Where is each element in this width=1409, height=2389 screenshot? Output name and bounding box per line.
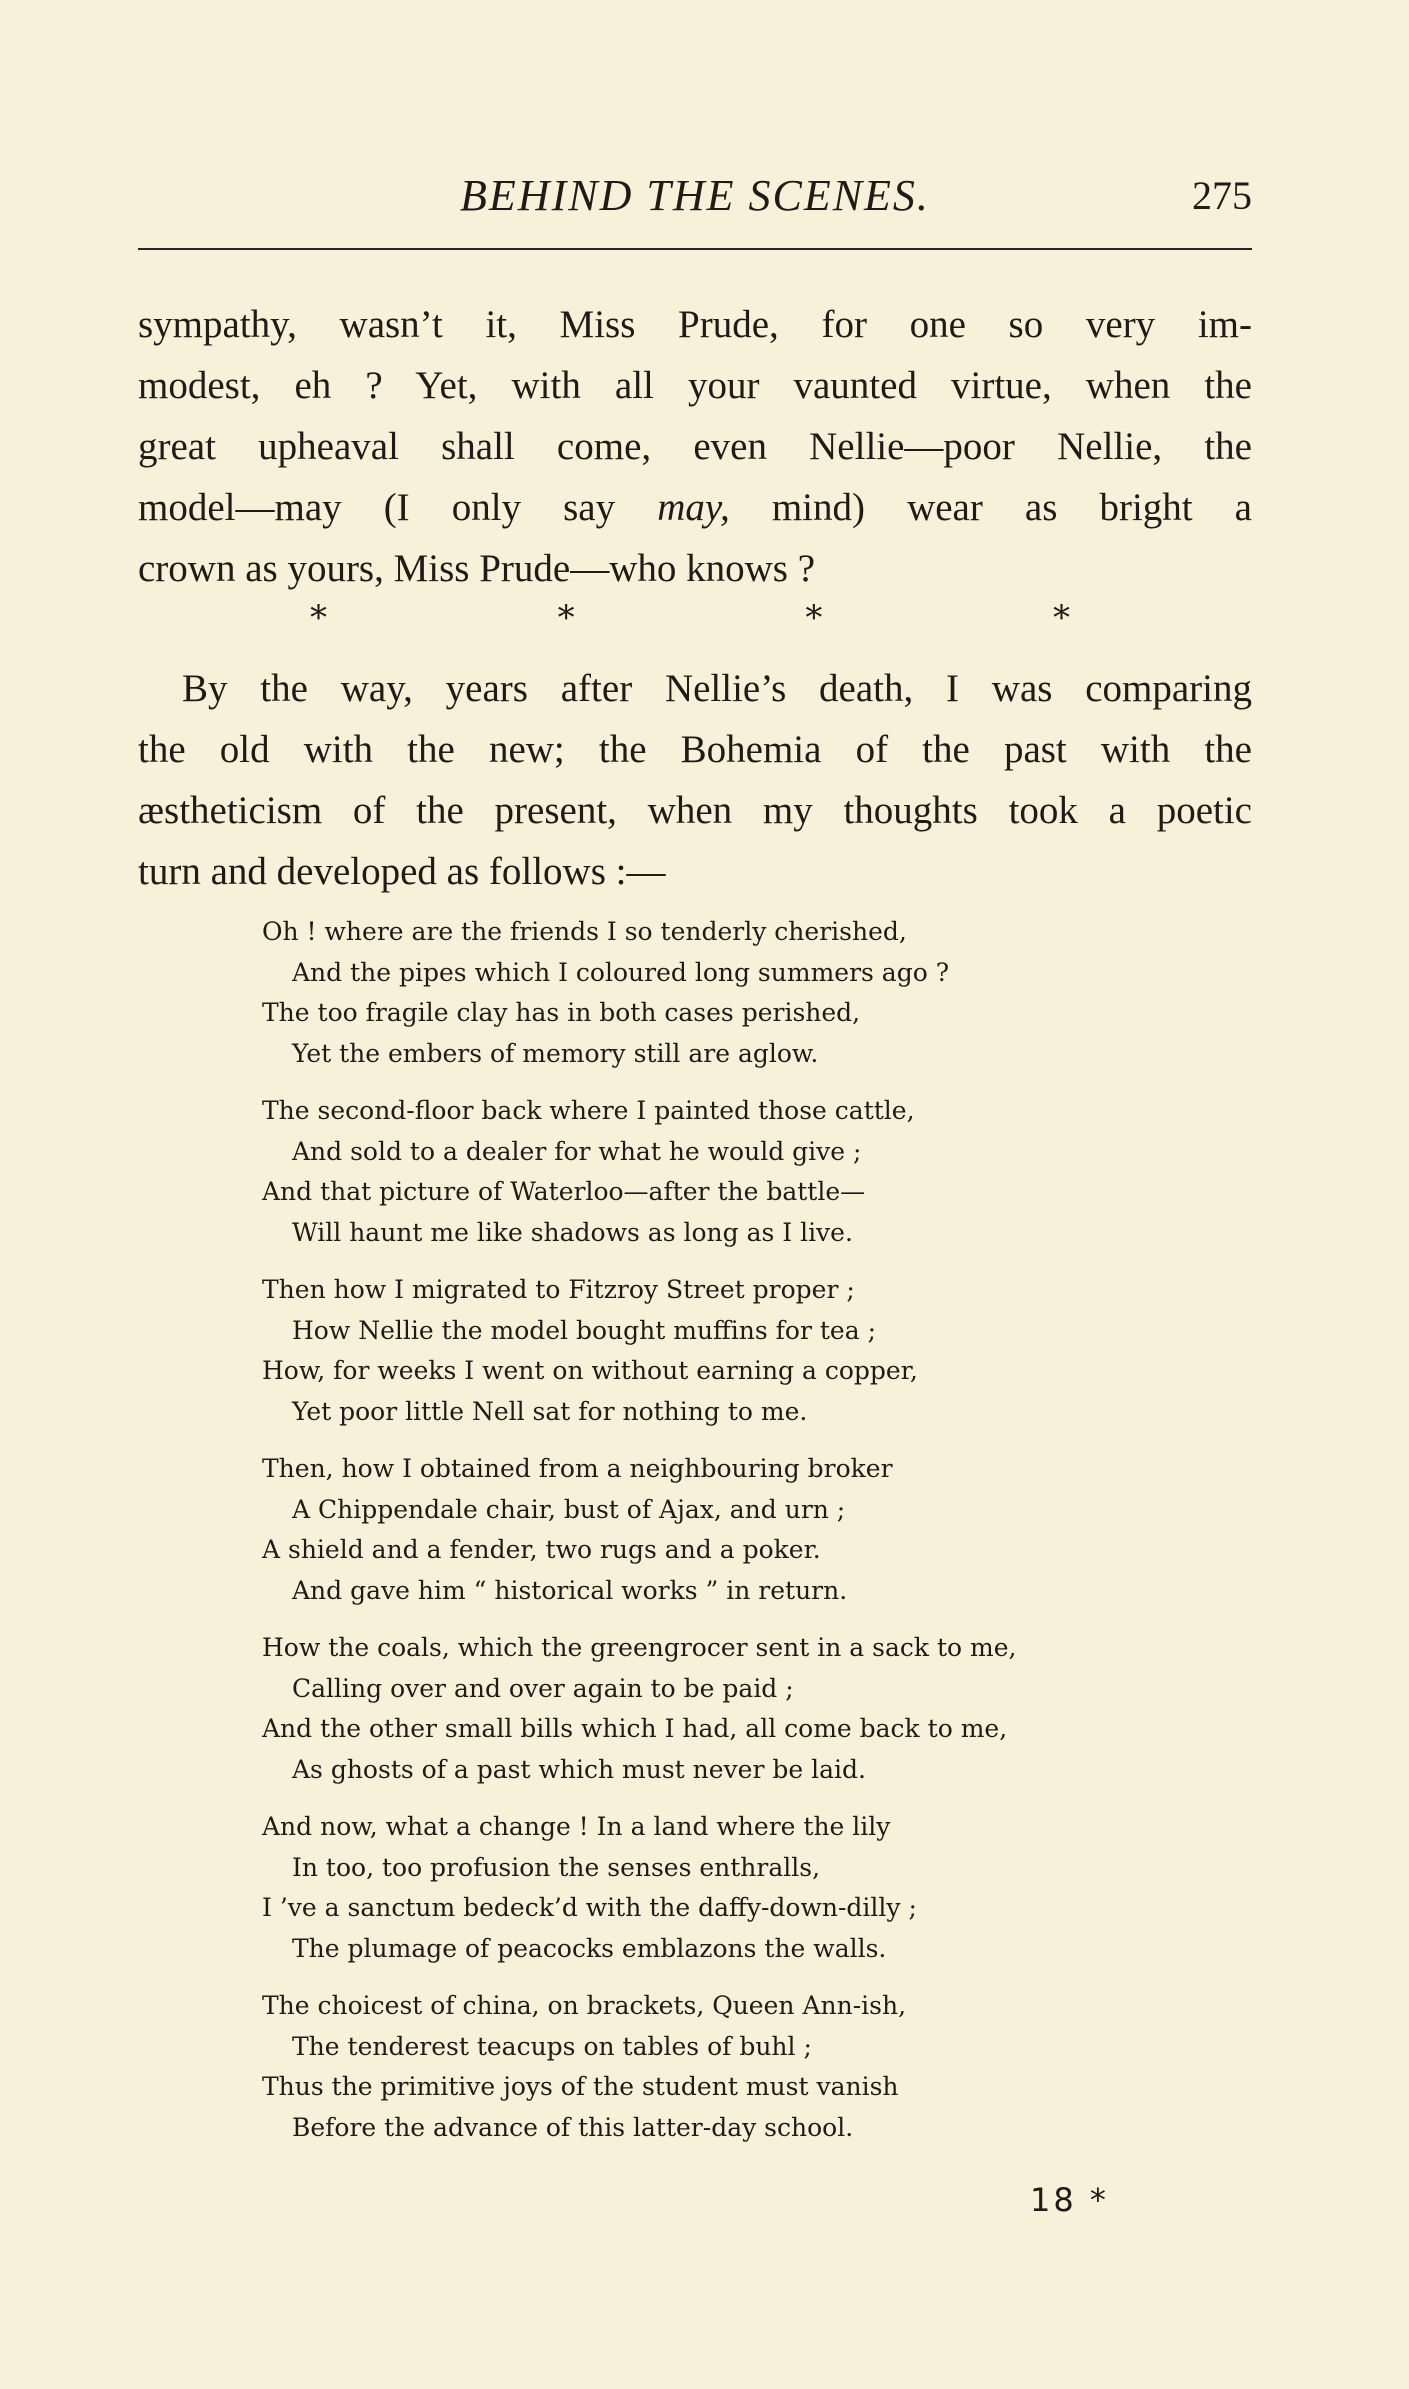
verse-line: The tenderest teacups on tables of buhl ;: [292, 2031, 812, 2061]
text-line: æstheticism of the present, when my thoughts took a poetic: [138, 789, 1252, 832]
verse-line: As ghosts of a past which must never be laid.: [292, 1754, 866, 1784]
text-line: crown as yours, Miss Prude—who knows ?: [138, 547, 816, 590]
paragraph-intro: [138, 658, 1252, 902]
stanza: [262, 1270, 1162, 1432]
section-break-asterisks: [310, 598, 1070, 638]
verse-line: And that picture of Waterloo—after the battle—: [262, 1177, 866, 1206]
verse-line: A shield and a fender, two rugs and a poker.: [262, 1535, 821, 1564]
verse-line: In too, too profusion the senses enthralls,: [292, 1852, 821, 1882]
verse-line: And sold to a dealer for what he would give ;: [292, 1136, 862, 1166]
text-line: turn and developed as follows :—: [138, 850, 666, 893]
verse-line: And the pipes which I coloured long summers ago ?: [292, 957, 950, 987]
text-line: sympathy, wasn’t it, Miss Prude, for one so very im-: [138, 303, 1252, 346]
verse-line: A Chippendale chair, bust of Ajax, and urn ;: [292, 1494, 846, 1524]
stanza: [262, 1091, 1162, 1253]
verse-line: Before the advance of this latter-day school.: [292, 2112, 854, 2142]
header-rule: [138, 248, 1252, 250]
verse-line: Will haunt me like shadows as long as I live.: [292, 1217, 853, 1247]
stanza: [262, 1986, 1162, 2148]
verse-line: How Nellie the model bought muffins for tea ;: [292, 1315, 876, 1345]
paragraph-continued: [138, 294, 1252, 599]
verse-line: How, for weeks I went on without earning a copper,: [262, 1356, 918, 1385]
text-line: modest, eh ? Yet, with all your vaunted virtue, when the: [138, 364, 1252, 407]
poem: [262, 912, 1162, 2165]
verse-line: Then how I migrated to Fitzroy Street proper ;: [262, 1275, 855, 1304]
stanza: [262, 1449, 1162, 1611]
stanza: [262, 1628, 1162, 1790]
verse-line: And now, what a change ! In a land where the lily: [262, 1812, 891, 1841]
asterisk: *: [805, 598, 823, 638]
text-line: model—may (I only say may, mind) wear as bright a: [138, 486, 1252, 529]
verse-line: How the coals, which the greengrocer sent in a sack to me,: [262, 1633, 1017, 1662]
asterisk: *: [1052, 598, 1070, 638]
verse-line: Yet poor little Nell sat for nothing to me.: [292, 1396, 808, 1426]
verse-line: Yet the embers of memory still are aglow.: [292, 1038, 819, 1068]
verse-line: The choicest of china, on brackets, Queen Ann-ish,: [262, 1991, 907, 2020]
asterisk: *: [310, 598, 327, 638]
page-number: 275: [1192, 173, 1252, 218]
verse-line: And the other small bills which I had, all come back to me,: [262, 1714, 1008, 1743]
verse-line: Then, how I obtained from a neighbouring broker: [262, 1454, 893, 1483]
stanza: [262, 912, 1162, 1074]
verse-line: I ’ve a sanctum bedeck’d with the daffy-down-dilly ;: [262, 1893, 917, 1922]
verse-line: Oh ! where are the friends I so tenderly cherished,: [262, 917, 907, 946]
verse-line: Thus the primitive joys of the student must vanish: [262, 2072, 899, 2101]
signature-mark: 18 *: [1030, 2181, 1109, 2219]
verse-line: And gave him “ historical works ” in return.: [292, 1575, 848, 1605]
verse-line: The plumage of peacocks emblazons the walls.: [292, 1933, 887, 1963]
stanza: [262, 1807, 1162, 1969]
running-head: [138, 166, 1252, 226]
text-line: the old with the new; the Bohemia of the past with the: [138, 728, 1252, 771]
text-line: great upheaval shall come, even Nellie—poor Nellie, the: [138, 425, 1252, 468]
emphasis: may,: [657, 486, 730, 529]
verse-line: Calling over and over again to be paid ;: [292, 1673, 794, 1703]
verse-line: The second-floor back where I painted those cattle,: [262, 1096, 915, 1125]
text-line: By the way, years after Nellie’s death, I was comparing: [182, 667, 1252, 710]
running-title: BEHIND THE SCENES.: [460, 171, 930, 220]
asterisk: *: [557, 598, 575, 638]
verse-line: The too fragile clay has in both cases perished,: [262, 998, 861, 1027]
